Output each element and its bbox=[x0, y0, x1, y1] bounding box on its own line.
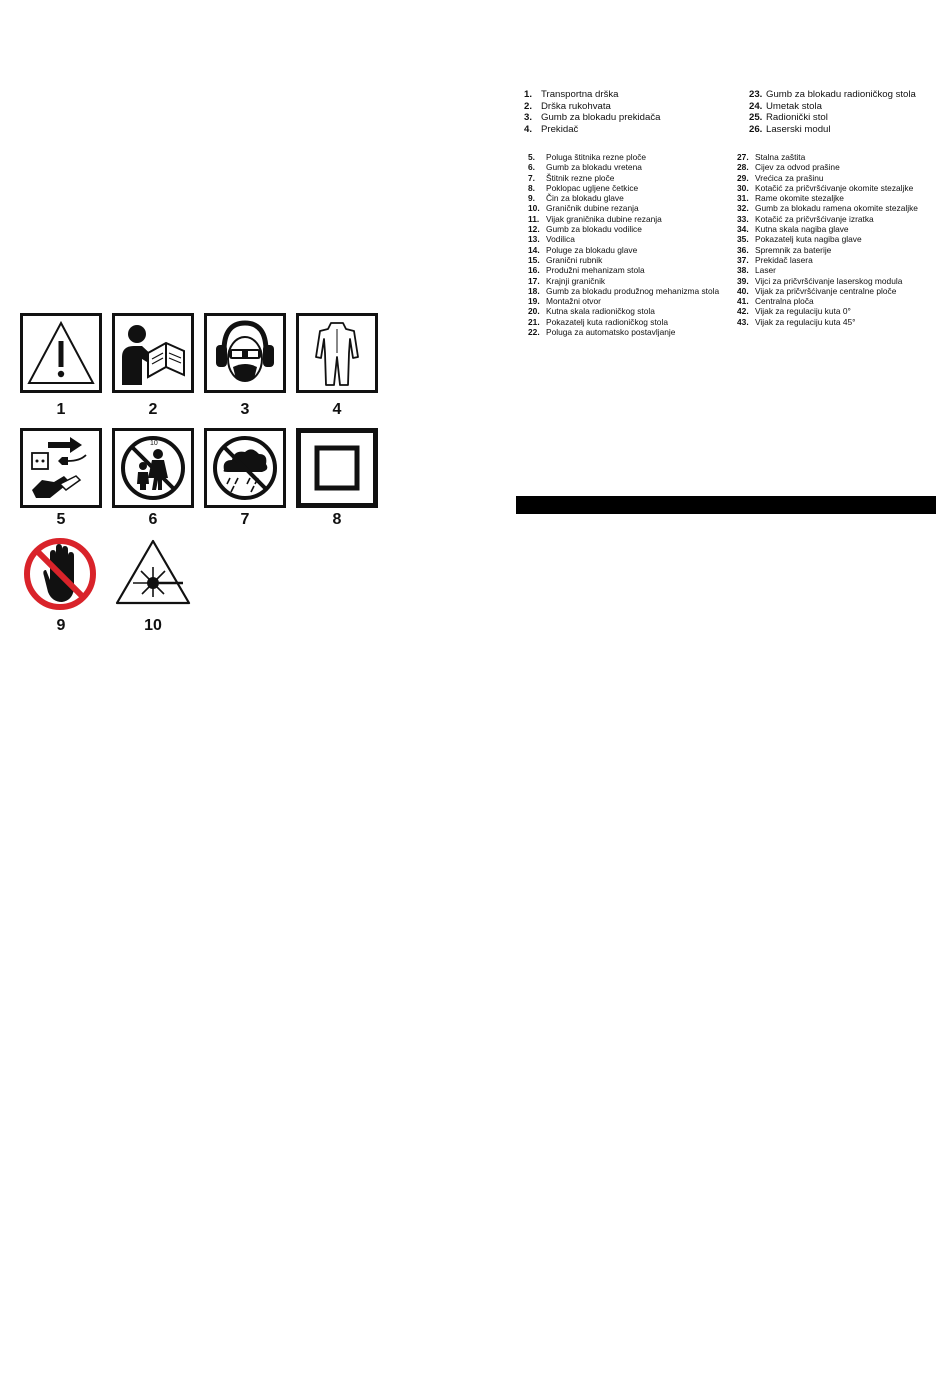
part-number: 11. bbox=[528, 213, 540, 224]
part-number: 34. bbox=[737, 224, 749, 235]
part-number: 1. bbox=[524, 89, 533, 100]
part-list-item bbox=[528, 317, 719, 327]
part-number: 3. bbox=[524, 112, 533, 124]
part-number: 36. bbox=[737, 244, 749, 255]
part-list-item bbox=[737, 173, 918, 183]
part-label: Rame okomite stezaljke bbox=[755, 193, 844, 204]
read-manual-icon bbox=[112, 313, 194, 393]
part-list-item bbox=[524, 89, 660, 101]
part-label: Kutna skala nagiba glave bbox=[755, 224, 849, 235]
part-label: Gumb za blokadu vodilice bbox=[546, 224, 642, 235]
part-number: 9. bbox=[528, 193, 535, 204]
part-number: 14. bbox=[528, 244, 540, 255]
part-label: Poluga štitnika rezne ploče bbox=[546, 152, 647, 162]
part-label: Transportna drška bbox=[541, 89, 619, 100]
part-number: 38. bbox=[737, 265, 749, 276]
part-number: 23. bbox=[749, 89, 763, 100]
svg-text:10: 10 bbox=[150, 440, 158, 447]
part-label: Vodilica bbox=[546, 234, 575, 245]
do-not-expose-to-rain-icon bbox=[204, 428, 286, 508]
laser-radiation-icon bbox=[113, 537, 193, 607]
parts-list-group-d bbox=[737, 152, 918, 327]
part-number: 6. bbox=[528, 162, 535, 173]
part-list-item bbox=[528, 183, 719, 193]
part-number: 15. bbox=[528, 254, 540, 265]
part-list-item bbox=[528, 214, 719, 224]
part-list-item bbox=[737, 286, 918, 296]
part-list-item bbox=[524, 101, 660, 113]
symbol-number: 9 bbox=[56, 617, 66, 634]
part-number: 29. bbox=[737, 172, 749, 183]
part-number: 24. bbox=[749, 100, 763, 112]
part-label: Poluga za automatsko postavljanje bbox=[546, 327, 676, 338]
part-label: Vrećica za prašinu bbox=[755, 172, 824, 183]
part-list-item bbox=[528, 245, 719, 255]
part-label: Centralna ploča bbox=[755, 296, 814, 307]
part-list-item bbox=[737, 224, 918, 234]
part-label: Produžni mehanizam stola bbox=[546, 265, 645, 276]
part-list-item bbox=[737, 317, 918, 327]
part-number: 4. bbox=[524, 123, 533, 135]
part-number: 13. bbox=[528, 234, 540, 245]
part-number: 28. bbox=[737, 162, 749, 173]
part-label: Drška rukohvata bbox=[541, 100, 611, 112]
part-list-item bbox=[737, 162, 918, 172]
part-list-item bbox=[737, 245, 918, 255]
part-label: Vijak za pričvršćivanje centralne ploče bbox=[755, 285, 897, 296]
part-list-item bbox=[749, 101, 916, 113]
part-number: 2. bbox=[524, 100, 533, 112]
part-number: 41. bbox=[737, 296, 749, 307]
part-number: 26. bbox=[749, 123, 763, 135]
parts-list-group-a bbox=[524, 89, 660, 135]
warning-triangle-icon bbox=[20, 313, 102, 393]
symbol-number: 5 bbox=[56, 511, 66, 528]
double-insulation-icon bbox=[296, 428, 378, 508]
part-number: 25. bbox=[749, 112, 763, 124]
part-number: 20. bbox=[528, 306, 540, 317]
part-label: Umetak stola bbox=[766, 100, 822, 112]
part-list-item bbox=[737, 214, 918, 224]
part-number: 18. bbox=[528, 285, 540, 296]
symbol-number: 4 bbox=[332, 401, 342, 418]
part-list-item bbox=[737, 203, 918, 213]
part-list-item bbox=[524, 112, 660, 124]
symbol-number: 1 bbox=[56, 401, 66, 418]
part-label: Graničnik dubine rezanja bbox=[546, 203, 639, 214]
part-number: 40. bbox=[737, 285, 749, 296]
part-number: 42. bbox=[737, 306, 749, 317]
part-label: Kotačić za pričvršćivanje izratka bbox=[755, 213, 874, 224]
part-label: Prekidač bbox=[541, 123, 579, 135]
symbol-number: 6 bbox=[148, 511, 158, 528]
part-list-item bbox=[528, 286, 719, 296]
part-label: Stalna zaštita bbox=[755, 152, 806, 162]
keep-hands-away-icon bbox=[22, 536, 98, 612]
part-number: 37. bbox=[737, 254, 749, 265]
part-label: Vijak za regulaciju kuta 0° bbox=[755, 306, 851, 317]
part-label: Čin za blokadu glave bbox=[546, 193, 624, 204]
part-label: Prekidač lasera bbox=[755, 254, 813, 265]
part-list-item bbox=[737, 296, 918, 306]
part-number: 32. bbox=[737, 203, 749, 214]
part-label: Gumb za blokadu ramena okomite stezaljke bbox=[755, 203, 918, 214]
part-list-item bbox=[528, 265, 719, 275]
part-list-item bbox=[528, 162, 719, 172]
part-number: 12. bbox=[528, 224, 540, 235]
part-number: 7. bbox=[528, 172, 535, 183]
part-number: 43. bbox=[737, 316, 749, 327]
part-label: Gumb za blokadu radioničkog stola bbox=[766, 89, 916, 100]
part-label: Štitnik rezne ploče bbox=[546, 172, 615, 183]
part-number: 22. bbox=[528, 327, 540, 338]
part-number: 5. bbox=[528, 152, 535, 162]
part-label: Laserski modul bbox=[766, 123, 831, 135]
part-number: 17. bbox=[528, 275, 540, 286]
part-label: Laser bbox=[755, 265, 776, 276]
symbol-number: 3 bbox=[240, 401, 250, 418]
symbol-number: 8 bbox=[332, 511, 342, 528]
part-label: Gumb za blokadu vretena bbox=[546, 162, 642, 173]
symbol-number: 2 bbox=[148, 401, 158, 418]
part-number: 27. bbox=[737, 152, 749, 162]
part-list-item bbox=[749, 124, 916, 136]
part-label: Gumb za blokadu produžnog mehanizma stola bbox=[546, 285, 720, 296]
part-list-item bbox=[749, 112, 916, 124]
parts-list-group-b bbox=[749, 89, 916, 135]
part-list-item bbox=[528, 255, 719, 265]
part-label: Granični rubnik bbox=[546, 254, 603, 265]
part-list-item bbox=[528, 203, 719, 213]
part-label: Pokazatelj kuta nagiba glave bbox=[755, 234, 862, 245]
part-list-item bbox=[528, 224, 719, 234]
part-list-item bbox=[528, 327, 719, 337]
part-label: Vijci za pričvršćivanje laserskog modula bbox=[755, 275, 903, 286]
unplug-before-maintenance-icon bbox=[20, 428, 102, 508]
part-list-item bbox=[528, 193, 719, 203]
protective-clothing-icon bbox=[296, 313, 378, 393]
part-list-item bbox=[737, 265, 918, 275]
part-number: 19. bbox=[528, 296, 540, 307]
part-label: Radionički stol bbox=[766, 112, 828, 124]
part-label: Poklopac ugljene četkice bbox=[546, 182, 639, 193]
part-list-item bbox=[528, 152, 719, 162]
part-number: 35. bbox=[737, 234, 749, 245]
part-label: Krajnji graničnik bbox=[546, 275, 606, 286]
part-label: Pokazatelj kuta radioničkog stola bbox=[546, 316, 668, 327]
part-list-item bbox=[528, 306, 719, 316]
part-label: Montažni otvor bbox=[546, 296, 601, 307]
part-number: 30. bbox=[737, 182, 749, 193]
part-list-item bbox=[737, 193, 918, 203]
part-number: 16. bbox=[528, 265, 540, 276]
part-list-item bbox=[528, 173, 719, 183]
part-number: 33. bbox=[737, 213, 749, 224]
part-number: 8. bbox=[528, 182, 535, 193]
parts-list-group-c bbox=[528, 152, 719, 337]
wear-ear-eye-protection-icon bbox=[204, 313, 286, 393]
part-number: 31. bbox=[737, 193, 749, 204]
part-list-item bbox=[737, 183, 918, 193]
part-label: Vijak graničnika dubine rezanja bbox=[546, 213, 662, 224]
part-list-item bbox=[528, 276, 719, 286]
part-list-item bbox=[749, 89, 916, 101]
part-number: 10. bbox=[528, 203, 540, 214]
part-number: 21. bbox=[528, 316, 540, 327]
part-label: Gumb za blokadu prekidača bbox=[541, 112, 661, 124]
part-label: Vijak za regulaciju kuta 45° bbox=[755, 316, 856, 327]
part-label: Kutna skala radioničkog stola bbox=[546, 306, 655, 317]
part-label: Kotačić za pričvršćivanje okomite stezaljke bbox=[755, 182, 914, 193]
part-label: Cijev za odvod prašine bbox=[755, 162, 840, 173]
part-list-item bbox=[528, 296, 719, 306]
part-number: 39. bbox=[737, 275, 749, 286]
part-label: Poluge za blokadu glave bbox=[546, 244, 638, 255]
symbol-number: 7 bbox=[240, 511, 250, 528]
symbol-number: 10 bbox=[144, 617, 162, 634]
part-list-item bbox=[737, 152, 918, 162]
part-list-item bbox=[528, 234, 719, 244]
part-label: Spremnik za baterije bbox=[755, 244, 832, 255]
part-list-item bbox=[524, 124, 660, 136]
keep-bystanders-away-icon bbox=[112, 428, 194, 508]
part-list-item bbox=[737, 276, 918, 286]
part-list-item bbox=[737, 255, 918, 265]
part-list-item bbox=[737, 234, 918, 244]
section-divider-bar bbox=[516, 496, 936, 514]
part-list-item bbox=[737, 306, 918, 316]
